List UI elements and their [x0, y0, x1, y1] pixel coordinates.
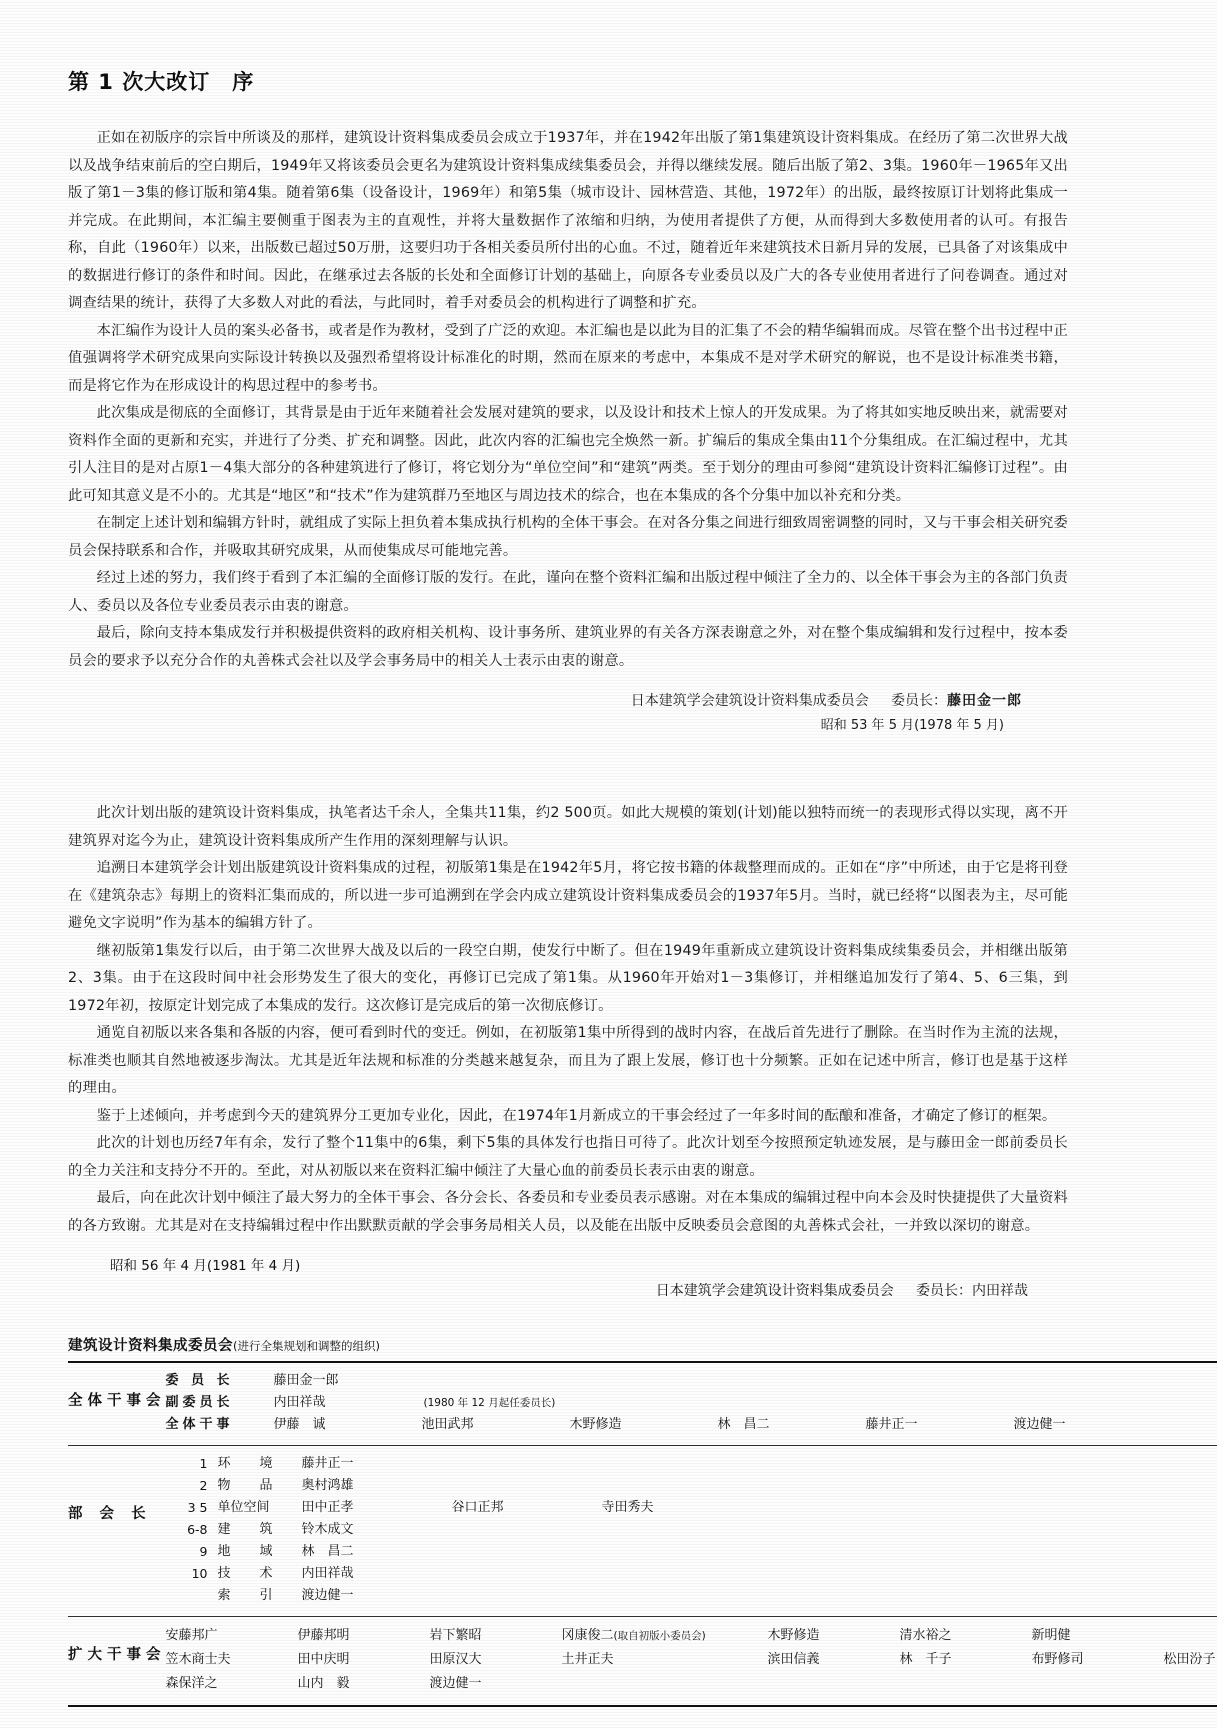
person-name: 铃木成文	[301, 1522, 354, 1538]
subset-category: 建 筑	[217, 1522, 281, 1538]
role-label: 全体干事	[165, 1417, 234, 1433]
table-caption-note: (进行全集规划和调整的组织)	[233, 1339, 380, 1354]
paragraph: 本汇编作为设计人员的案头必备书，或者是作为教材，受到了广泛的欢迎。本汇编也是以此为目的汇集了不会的精华编辑而成。尽管在整个出书过程中正值强调将学术研究成果向实际设计转换以及强烈希望将设计标准化的时期，然而在原来的考虑中，本集成不是对学术研究的解说，也不是设计标准类书籍，而是将它作为在形成设计的构思过程中的参考书。	[68, 322, 1068, 394]
person-name: 笠木商士夫	[165, 1652, 231, 1668]
subset-index: 10	[191, 1566, 208, 1582]
person-name: 寺田秀夫	[601, 1500, 654, 1516]
table-caption	[68, 1334, 1068, 1355]
subset-index: 9	[199, 1544, 208, 1560]
subset-index	[166, 1585, 218, 1607]
paragraph: 最后，除向支持本集成发行并积极提供资料的政府相关机构、设计事务所、建筑业界的有关各方深表谢意之外，对在整个集成编辑和发行过程中，按本委员会的要求予以充分合作的丸善株式会社以及学会事务局中的相关人士表示由衷的谢意。	[68, 625, 1068, 669]
person-name: 新明健	[1031, 1628, 1071, 1644]
page-title-sub: 序	[232, 70, 255, 94]
signature-role: 委员长：	[891, 693, 947, 710]
table-row	[68, 1362, 1217, 1446]
role-note: (1980 年 12 月起任委员长)	[423, 1397, 556, 1410]
person-name: 池田武邦	[421, 1417, 474, 1433]
paragraph: 此次集成是彻底的全面修订，其背景是由于近年来随着社会发展对建筑的要求，以及设计和技术上惊人的开发成果。为了将其如实地反映出来，就需要对资料作全面的更新和充实，并进行了分类、扩充和调整。因此，此次内容的汇编也完全焕然一新。扩编后的集成全集由11个分集组成。在汇编过程中，尤其引人注目的是对占原1－4集大部分的各种建筑进行了修订，将它划分为“单位空间”和“建筑”两类。至于划分的理由可参阅“建筑设计资料汇编修订过程”。由此可知其意义是不小的。尤其是“地区”和“技术”作为建筑群乃至地区与周边技术的综合，也在本集成的各个分集中加以补充和分类。	[68, 405, 1068, 504]
paragraph: 经过上述的努力，我们终于看到了本汇编的全面修订版的发行。在此，谨向在整个资料汇编和出版过程中倾注了全力的、以全体干事会为主的各部门负责人、委员以及各位专业委员表示由衷的谢意。	[68, 570, 1068, 614]
person-name: 布野修司	[1031, 1652, 1084, 1668]
person-name: 滨田信義	[767, 1652, 820, 1668]
subset-index: 2	[199, 1478, 208, 1494]
signature-line	[68, 689, 1022, 714]
person-note: (取自初版小委员会)	[613, 1630, 706, 1643]
paragraph: 最后，向在此次计划中倾注了最大努力的全体干事会、各分会长、各委员和专业委员表示感谢。对在本集成的编辑过程中向本会及时快捷提供了大量资料的各方致谢。尤其是对在支持编辑过程中作出默默贡献的学会事务局相关人员，以及能在出版中反映委员会意图的丸善株式会社，一并致以深切的谢意。	[68, 1190, 1068, 1234]
document-content	[68, 70, 1216, 1707]
committee-entry	[166, 1648, 1217, 1672]
person-name: 渡边健一	[301, 1588, 354, 1604]
signature-org: 日本建筑学会建筑设计资料集成委员会	[655, 1283, 894, 1300]
person-name: 林 千子	[899, 1652, 952, 1668]
person-name: 藤井正一	[865, 1417, 918, 1433]
person-name: 木野修造	[767, 1628, 820, 1644]
committee-entry	[166, 1624, 1217, 1648]
person-name: 清水裕之	[899, 1628, 952, 1644]
section-one-signature	[68, 689, 1068, 738]
person-name: 内田祥哉	[273, 1395, 326, 1411]
committee-table-section	[68, 1334, 1216, 1707]
committee-entry	[166, 1475, 1217, 1497]
subset-index: 3 5	[187, 1500, 208, 1516]
role-label: 副委员长	[165, 1395, 234, 1411]
group-label: 全体干事会	[68, 1362, 166, 1446]
section-two-signature	[68, 1280, 1068, 1300]
person-name: 田中庆明	[297, 1652, 350, 1668]
subset-category: 索 引	[217, 1588, 281, 1604]
table-caption-title: 建筑设计资料集成委员会	[68, 1338, 233, 1355]
page-title	[68, 70, 1068, 95]
person-name: 松田汾子	[1163, 1652, 1216, 1668]
person-name: 森保洋之	[165, 1676, 218, 1692]
committee-entry	[166, 1453, 1217, 1475]
table-row	[68, 1617, 1217, 1707]
person-name: 林 昌二	[301, 1544, 354, 1560]
person-name: 渡边健一	[429, 1676, 482, 1692]
person-name: 藤井正一	[301, 1456, 354, 1472]
committee-entry	[166, 1370, 1217, 1392]
person-name: 木野修造	[569, 1417, 622, 1433]
section-two-date: 昭和 56 年 4 月(1981 年 4 月)	[110, 1258, 301, 1275]
group-body	[166, 1362, 1217, 1446]
group-label: 部 会 长	[68, 1446, 166, 1617]
subset-category: 单位空间	[217, 1500, 270, 1516]
person-name: 土井正夫	[561, 1652, 614, 1668]
subset-category: 物 品	[217, 1478, 281, 1494]
person-name: 田原汉大	[429, 1652, 482, 1668]
person-name: 谷口正邦	[451, 1500, 504, 1516]
group-label: 扩大干事会	[68, 1617, 166, 1707]
committee-table	[68, 1361, 1217, 1707]
committee-entry	[166, 1392, 1217, 1414]
person-name: 奥村鸿雄	[301, 1478, 354, 1494]
committee-entry	[166, 1563, 1217, 1585]
paragraph: 鉴于上述倾向，并考虑到今天的建筑界分工更加专业化，因此，在1974年1月新成立的干事会经过了一年多时间的酝酿和准备，才确定了修订的框架。	[96, 1107, 1057, 1124]
paragraph: 继初版第1集发行以后，由于第二次世界大战及以后的一段空白期，使发行中断了。但在1949年重新成立建筑设计资料集成续集委员会，并相继出版第2、3集。由于在这段时间中社会形势发生了很大的变化，再修订已完成了第1集。从1960年开始对1－3集修订，并相继追加发行了第4、5、6三集，到1972年初，按原定计划完成了本集成的发行。这次修订是完成后的第一次彻底修订。	[68, 942, 1068, 1014]
committee-entry	[166, 1585, 1217, 1607]
committee-entry	[166, 1519, 1217, 1541]
paragraph: 此次的计划也历经7年有余，发行了整个11集中的6集，剩下5集的具体发行也指日可待了。此次计划至今按照预定轨迹发展，是与藤田金一郎前委员长的全力关注和支持分不开的。至此，对从初版以来在资料汇编中倾注了大量心血的前委员长表示由衷的谢意。	[68, 1135, 1068, 1179]
role-label: 委 员 长	[165, 1373, 234, 1389]
signature-date: 昭和 53 年 5 月(1978 年 5 月)	[820, 718, 1004, 734]
subset-index: 6-8	[187, 1522, 208, 1538]
signature-name: 藤田金一郎	[947, 693, 1022, 710]
person-name: 渡边健一	[1013, 1417, 1066, 1433]
committee-entry	[166, 1414, 1217, 1436]
signature-role: 委员长：	[916, 1283, 972, 1300]
paragraph: 正如在初版序的宗旨中所谈及的那样，建筑设计资料集成委员会成立于1937年，并在1942年出版了第1集建筑设计资料集成。在经历了第二次世界大战以及战争结束前后的空白期后，1949年又将该委员会更名为建筑设计资料集成续集委员会，并得以继续发展。随后出版了第2、3集。1960年－1965年又出版了第1－3集的修订版和第4集。随着第6集（设备设计，1969年）和第5集（城市设计、园林营造、其他，1972年）的出版，最终按原订计划将此集成一并完成。在此期间，本汇编主要侧重于图表为主的直观性，并将大量数据作了浓缩和归纳，为使用者提供了方便，从而得到大多数使用者的认可。有报告称，自此（1960年）以来，出版数已超过50万册，这要归功于各相关委员所付出的心血。不过，随着近年来建筑技术日新月异的发展，已具备了对该集成中的数据进行修订的条件和时间。因此，在继承过去各版的长处和全面修订计划的基础上，向原各专业委员以及广大的各专业使用者进行了问卷调查。通过对调查结果的统计，获得了大多数人对此的看法，与此同时，着手对委员会的机构进行了调整和扩充。	[68, 130, 1068, 312]
person-name: 藤田金一郎	[273, 1373, 339, 1389]
person-name: 内田祥哉	[301, 1566, 354, 1582]
person-name-with-note	[562, 1624, 768, 1648]
group-body	[166, 1446, 1217, 1617]
committee-entry	[166, 1497, 1217, 1519]
committee-entry	[166, 1541, 1217, 1563]
group-body	[166, 1617, 1217, 1707]
subset-index: 1	[199, 1456, 208, 1472]
paragraph: 此次计划出版的建筑设计资料集成，执笔者达千余人，全集共11集，约2 500页。如此大规模的策划(计划)能以独特而统一的表现形式得以实现，离不开建筑界对迄今为止，建筑设计资料集成所产生作用的深刻理解与认识。	[68, 805, 1068, 849]
person-name: 伊藤 诚	[273, 1417, 326, 1433]
person-name: 田中正孝	[301, 1500, 354, 1516]
paragraph: 追溯日本建筑学会计划出版建筑设计资料集成的过程，初版第1集是在1942年5月，将它按书籍的体裁整理而成的。正如在“序”中所述，由于它是将刊登在《建筑杂志》每期上的资料汇集而成的，所以进一步可追溯到在学会内成立建筑设计资料集成委员会的1937年5月。当时，就已经将“以图表为主，尽可能避免文字说明”作为基本的编辑方针了。	[68, 860, 1068, 932]
subset-category: 技 术	[217, 1566, 281, 1582]
person-name: 山内 毅	[297, 1676, 350, 1692]
table-row	[68, 1446, 1217, 1617]
paragraph: 在制定上述计划和编辑方针时，就组成了实际上担负着本集成执行机构的全体干事会。在对各分集之间进行细致周密调整的同时，又与干事会相关研究委员会保持联系和合作，并吸取其研究成果，从而使集成尽可能地完善。	[68, 515, 1068, 559]
paragraph: 通览自初版以来各集和各版的内容，便可看到时代的变迁。例如，在初版第1集中所得到的战时内容，在战后首先进行了删除。在当时作为主流的法规，标准类也顺其自然地被逐步淘汰。尤其是近年法规和标准的分类越来越复杂，而且为了跟上发展，修订也十分频繁。正如在记述中所言，修订也是基于这样的理由。	[68, 1025, 1068, 1097]
person-name: 安藤邦广	[165, 1628, 218, 1644]
person-name: 伊藤邦明	[297, 1628, 350, 1644]
person-name: 林 昌二	[717, 1417, 770, 1433]
subset-category: 地 域	[217, 1544, 281, 1560]
committee-entry	[166, 1672, 1217, 1696]
subset-category: 环 境	[217, 1456, 281, 1472]
section-one-body	[68, 125, 1068, 675]
person-name: 岩下繁昭	[429, 1628, 482, 1644]
signature-name: 内田祥哉	[972, 1283, 1028, 1300]
page-title-main: 第 1 次大改订	[68, 70, 211, 94]
section-two-body	[68, 800, 1068, 1240]
signature-org: 日本建筑学会建筑设计资料集成委员会	[630, 693, 869, 710]
person-name: 冈康俊二	[561, 1628, 614, 1644]
